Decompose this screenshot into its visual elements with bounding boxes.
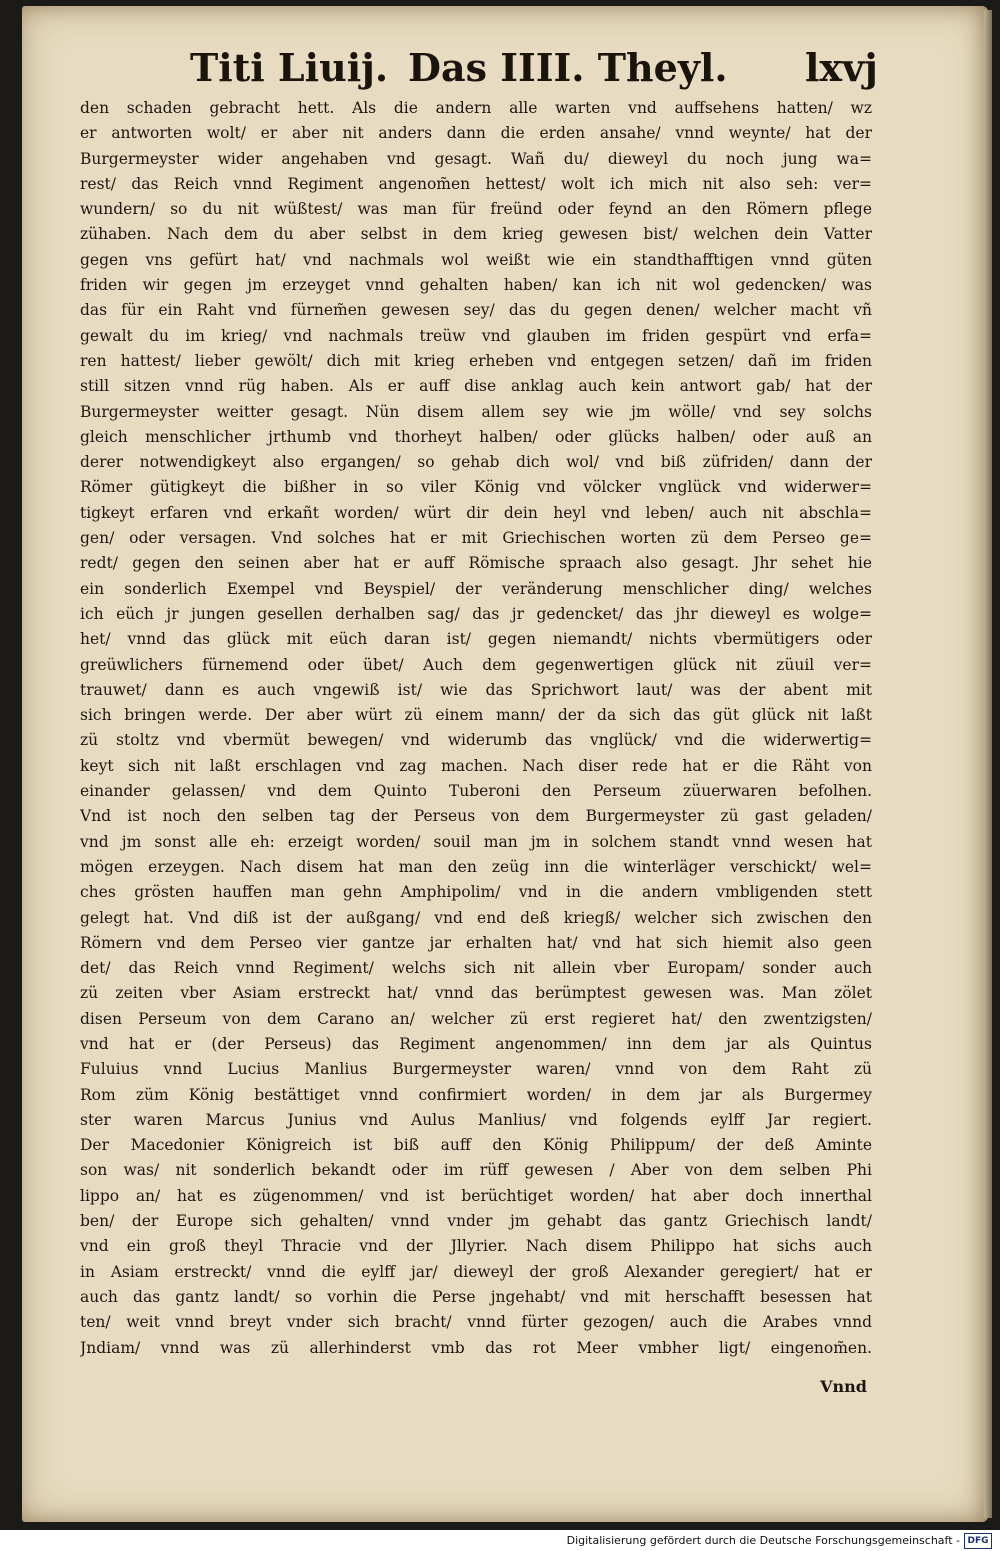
dfg-logo: DFG <box>964 1533 992 1549</box>
body-text <box>80 96 872 1361</box>
text-line: auch das gantz landt/ so vorhin die Perse jngehabt/ vnd mit herschafft besessen hat <box>80 1287 872 1306</box>
text-line: ich eüch jr jungen gesellen derhalben sag/ das jr gedencket/ das jhr dieweyl es wolge= <box>80 604 872 623</box>
text-line: friden wir gegen jm erzeyget vnnd gehalten haben/ kan ich nit wol gedencken/ was <box>80 276 872 295</box>
text-line: den schaden gebracht hett. Als die andern alle warten vnd auffsehens hatten/ wz <box>80 99 872 117</box>
text-line: vnd hat er (der Perseus) das Regiment angenommen/ inn dem jar als Quintus <box>80 1034 872 1053</box>
text-line: zü zeiten vber Asiam erstreckt hat/ vnnd das berümptest gewesen was. Man zölet <box>80 984 872 1003</box>
text-line: vnd ein groß theyl Thracie vnd der Jllyrier. Nach disem Philippo hat sichs auch <box>80 1237 872 1256</box>
text-line: ein sonderlich Exempel vnd Beyspiel/ der veränderung menschlicher ding/ welches <box>80 579 872 598</box>
text-line: son was/ nit sonderlich bekandt oder im rüff gewesen / Aber von dem selben Phi <box>80 1161 872 1180</box>
text-line: er antworten wolt/ er aber nit anders dann die erden ansahe/ vnnd weynte/ hat der <box>80 124 872 143</box>
text-line: rest/ das Reich vnnd Regiment angenom̃en hettest/ wolt ich mich nit also seh: ver= <box>80 174 872 193</box>
text-line: Römer gütigkeyt die bißher in so viler König vnd völcker vnglück vnd widerwer= <box>80 478 872 497</box>
text-line: tigkeyt erfaren vnd erkañt worden/ würt dir dein heyl vnd leben/ auch nit abschla= <box>80 503 872 522</box>
text-line: Rom züm König bestättiget vnnd confirmiert worden/ in dem jar als Burgermey <box>80 1085 872 1104</box>
text-line: still sitzen vnnd rüg haben. Als er auff dise anklag auch kein antwort gab/ hat der <box>80 377 872 396</box>
text-line: gewalt du im krieg/ vnd nachmals treüw vnd glauben im friden gespürt vnd erfa= <box>80 326 872 345</box>
text-line: ben/ der Europe sich gehalten/ vnnd vnder jm gehabt das gantz Griechisch landt/ <box>80 1212 872 1231</box>
text-line: gleich menschlicher jrthumb vnd thorheyt halben/ oder glücks halben/ oder auß an <box>80 427 872 446</box>
text-line: Burgermeyster wider angehaben vnd gesagt. Wañ du/ dieweyl du noch jung wa= <box>80 149 872 168</box>
text-line: disen Perseum von dem Carano an/ welcher zü erst regieret hat/ den zwentzigsten/ <box>80 1009 872 1028</box>
catchword: Vnnd <box>820 1377 867 1396</box>
text-line: derer notwendigkeyt also ergangen/ so gehab dich wol/ vnd biß züfriden/ dann der <box>80 453 872 472</box>
text-line: gelegt hat. Vnd diß ist der außgang/ vnd end deß kriegß/ welcher sich zwischen den <box>80 908 872 927</box>
running-head-title: Titi Liuij. <box>190 45 389 90</box>
folio-number: lxvj <box>805 45 878 90</box>
text-line: vnd jm sonst alle eh: erzeigt worden/ souil man jm in solchem standt vnnd wesen hat <box>80 832 872 851</box>
text-line: wundern/ so du nit wüßtest/ was man für freünd oder feynd an den Römern pflege <box>80 200 872 219</box>
text-line: das für ein Raht vnd fürnem̃en gewesen sey/ das du gegen denen/ welcher macht vñ <box>80 301 872 320</box>
text-line: gegen vns gefürt hat/ vnd nachmals wol weißt wie ein standthafftigen vnnd güten <box>80 250 872 269</box>
text-line: keyt sich nit laßt erschlagen vnd zag machen. Nach diser rede hat er die Räht von <box>80 756 872 775</box>
text-line: ten/ weit vnnd breyt vnder sich bracht/ vnnd fürter gezogen/ auch die Arabes vnnd <box>80 1313 872 1332</box>
text-line: trauwet/ dann es auch vngewiß ist/ wie das Sprichwort laut/ was der abent mit <box>80 680 872 699</box>
text-line: ren hattest/ lieber gewölt/ dich mit krieg erheben vnd entgegen setzen/ dañ im friden <box>80 351 872 370</box>
text-line: zühaben. Nach dem du aber selbst in dem krieg gewesen bist/ welchen dein Vatter <box>80 225 872 244</box>
text-line: mögen erzeygen. Nach disem hat man den zeüg inn die winterläger verschickt/ wel= <box>80 857 872 876</box>
footer-credit: Digitalisierung gefördert durch die Deutsche Forschungsgemeinschaft - <box>566 1534 960 1547</box>
text-line: Jndiam/ vnnd was zü allerhinderst vmb das rot Meer vmbher ligt/ eingenom̃en. <box>80 1338 872 1357</box>
text-line: ches grösten hauffen man gehn Amphipolim/ vnd in die andern vmbligenden stett <box>80 883 872 902</box>
text-line: einander gelassen/ vnd dem Quinto Tuberoni den Perseum züuerwaren befolhen. <box>80 782 872 801</box>
text-line: lippo an/ hat es zügenommen/ vnd ist berüchtiget worden/ hat aber doch innerthal <box>80 1186 872 1205</box>
text-line: ster waren Marcus Junius vnd Aulus Manlius/ vnd folgends eylff Jar regiert. <box>80 1110 872 1129</box>
text-line: Burgermeyster weitter gesagt. Nün disem allem sey wie jm wölle/ vnd sey solchs <box>80 402 872 421</box>
text-line: het/ vnnd das glück mit eüch daran ist/ gegen niemandt/ nichts vbermütigers oder <box>80 630 872 649</box>
text-line: Der Macedonier Königreich ist biß auff den König Philippum/ der deß Aminte <box>80 1136 872 1155</box>
running-head <box>0 44 1000 92</box>
text-line: Römern vnd dem Perseo vier gantze jar erhalten hat/ vnd hat sich hiemit also geen <box>80 933 872 952</box>
text-line: in Asiam erstreckt/ vnnd die eylff jar/ dieweyl der groß Alexander geregiert/ hat er <box>80 1262 872 1281</box>
text-line: Fuluius vnnd Lucius Manlius Burgermeyster waren/ vnnd von dem Raht zü <box>80 1060 872 1079</box>
page-edge <box>984 10 992 1518</box>
footer-bar <box>0 1530 1000 1551</box>
text-line: zü stoltz vnd vbermüt bewegen/ vnd widerumb das vnglück/ vnd die widerwertig= <box>80 731 872 750</box>
text-line: sich bringen werde. Der aber würt zü einem mann/ der da sich das güt glück nit laßt <box>80 706 872 725</box>
text-line: greüwlichers fürnemend oder übet/ Auch dem gegenwertigen glück nit züuil ver= <box>80 655 872 674</box>
text-line: Vnd ist noch den selben tag der Perseus von dem Burgermeyster zü gast geladen/ <box>80 807 872 826</box>
running-head-part: Das IIII. Theyl. <box>408 45 728 90</box>
text-line: redt/ gegen den seinen aber hat er auff Römische spraach also gesagt. Jhr sehet hie <box>80 554 872 573</box>
text-line: det/ das Reich vnnd Regiment/ welchs sich nit allein vber Europam/ sonder auch <box>80 959 872 978</box>
text-line: gen/ oder versagen. Vnd solches hat er mit Griechischen worten zü dem Perseo ge= <box>80 529 872 548</box>
